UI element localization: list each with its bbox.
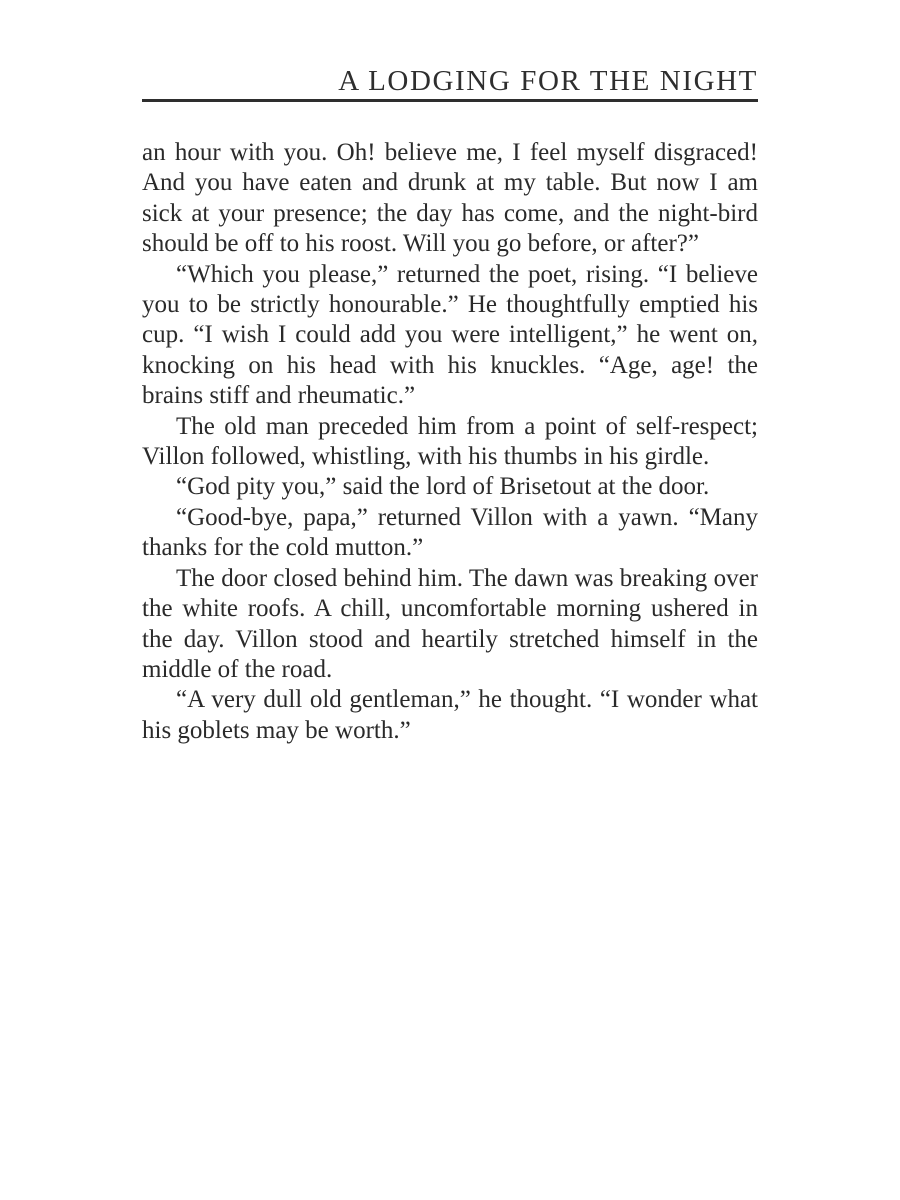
- paragraph: “God pity you,” said the lord of Brisetout at the door.: [176, 473, 710, 501]
- paragraph-continued: an hour with you. Oh! believe me, I feel myself disgraced! And you have eaten and drunk at my table. But now I am sick at your presence; the day has come, and the night-bird should be off to his roost. Will you go before, or after?”: [142, 139, 758, 258]
- paragraph: “Which you please,” returned the poet, rising. “I believe you to be strictly honourable.” He thoughtfully emptied his cup. “I wish I could add you were intelligent,” he went on, knocking on his head with his knuckles. “Age, age! the brains stiff and rheumatic.”: [142, 260, 758, 410]
- running-header-title: A LODGING FOR THE NIGHT: [338, 65, 758, 97]
- body-text: [142, 138, 758, 746]
- paragraph: “A very dull old gentleman,” he thought. “I wonder what his goblets may be worth.”: [142, 686, 758, 744]
- paragraph: The door closed behind him. The dawn was breaking over the white roofs. A chill, uncomfortable morning ushered in the day. Villon stood and heartily stretched himself in the middle of the road.: [142, 564, 758, 683]
- header-rule: [142, 99, 758, 102]
- paragraph: The old man preceded him from a point of self-respect; Villon followed, whistling, with his thumbs in his girdle.: [142, 412, 758, 471]
- paragraph: “Good-bye, papa,” returned Villon with a yawn. “Many thanks for the cold mutton.”: [142, 503, 758, 562]
